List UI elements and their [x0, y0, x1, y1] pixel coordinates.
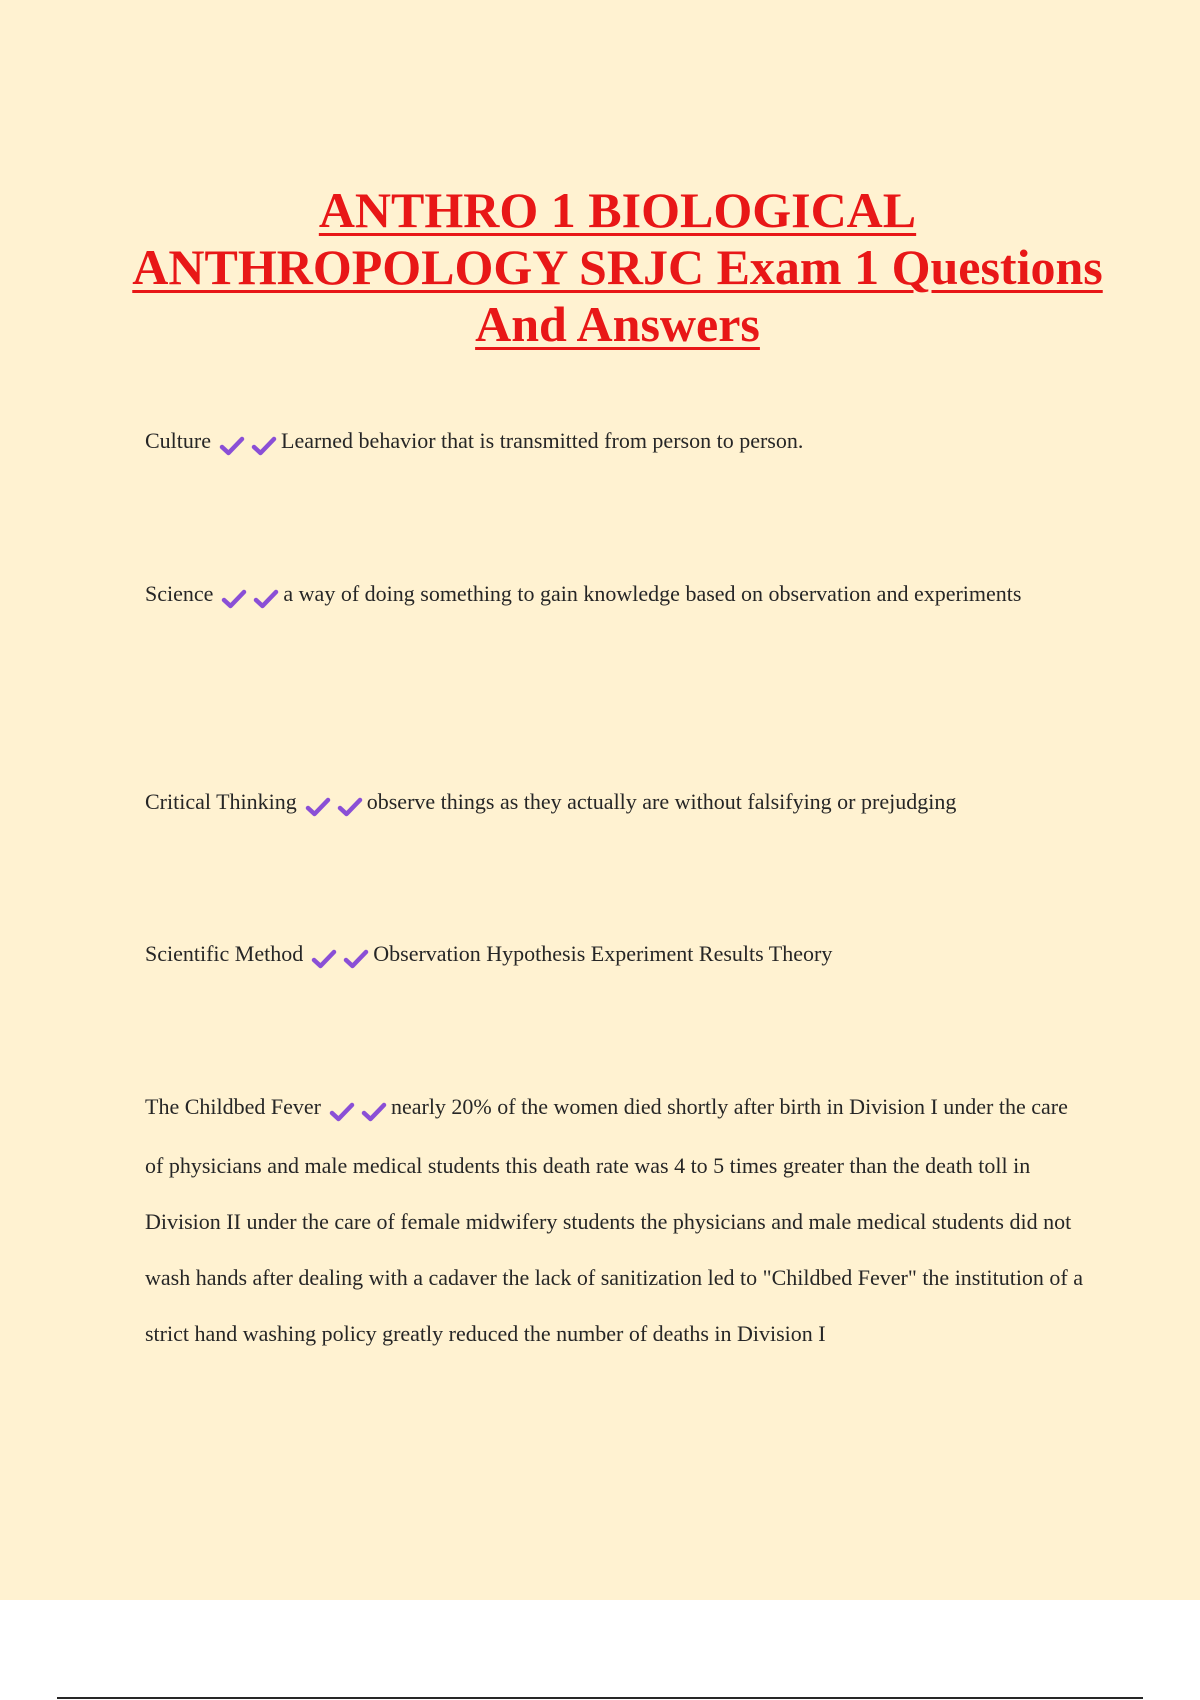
document-title: [120, 182, 1115, 353]
entry-definition: observe things as they actually are without falsifying or prejudging: [366, 789, 957, 814]
title-line-2: ANTHROPOLOGY SRJC Exam 1 Questions: [132, 239, 1103, 295]
double-check-icon: [311, 929, 369, 985]
entry-term: Culture: [145, 428, 211, 453]
entry-definition: Learned behavior that is transmitted from person to person.: [281, 428, 804, 453]
entry-definition: Observation Hypothesis Experiment Results Theory: [373, 941, 833, 966]
double-check-icon: [221, 569, 279, 625]
double-check-icon: [305, 777, 363, 833]
double-check-icon: [329, 1082, 387, 1138]
entry-science: [145, 566, 1090, 625]
entry-definition: a way of doing something to gain knowledge based on observation and experiments: [283, 581, 1022, 606]
entry-term: The Childbed Fever: [145, 1094, 321, 1119]
entry-childbed-fever: [145, 1079, 1090, 1362]
entry-definition: nearly 20% of the women died shortly after birth in Division I under the care of physicians and male medical students this death rate was 4 to 5 times greater than the death toll in Division II under the care of female midwifery students the physicians and male medical students did not wash hands after dealing with a cadaver the lack of sanitization led to "Childbed Fever" the institution of a strict hand washing policy greatly reduced the number of deaths in Division I: [145, 1094, 1084, 1346]
entry-term: Critical Thinking: [145, 789, 297, 814]
entry-term: Scientific Method: [145, 941, 304, 966]
entry-critical-thinking: [145, 774, 1090, 833]
entry-scientific-method: [145, 926, 1090, 985]
double-check-icon: [219, 416, 277, 472]
title-line-1: ANTHRO 1 BIOLOGICAL: [318, 182, 917, 238]
entry-culture: [145, 413, 1090, 472]
entry-term: Science: [145, 581, 214, 606]
footer-divider: [57, 1697, 1143, 1699]
title-line-3: And Answers: [475, 296, 760, 352]
